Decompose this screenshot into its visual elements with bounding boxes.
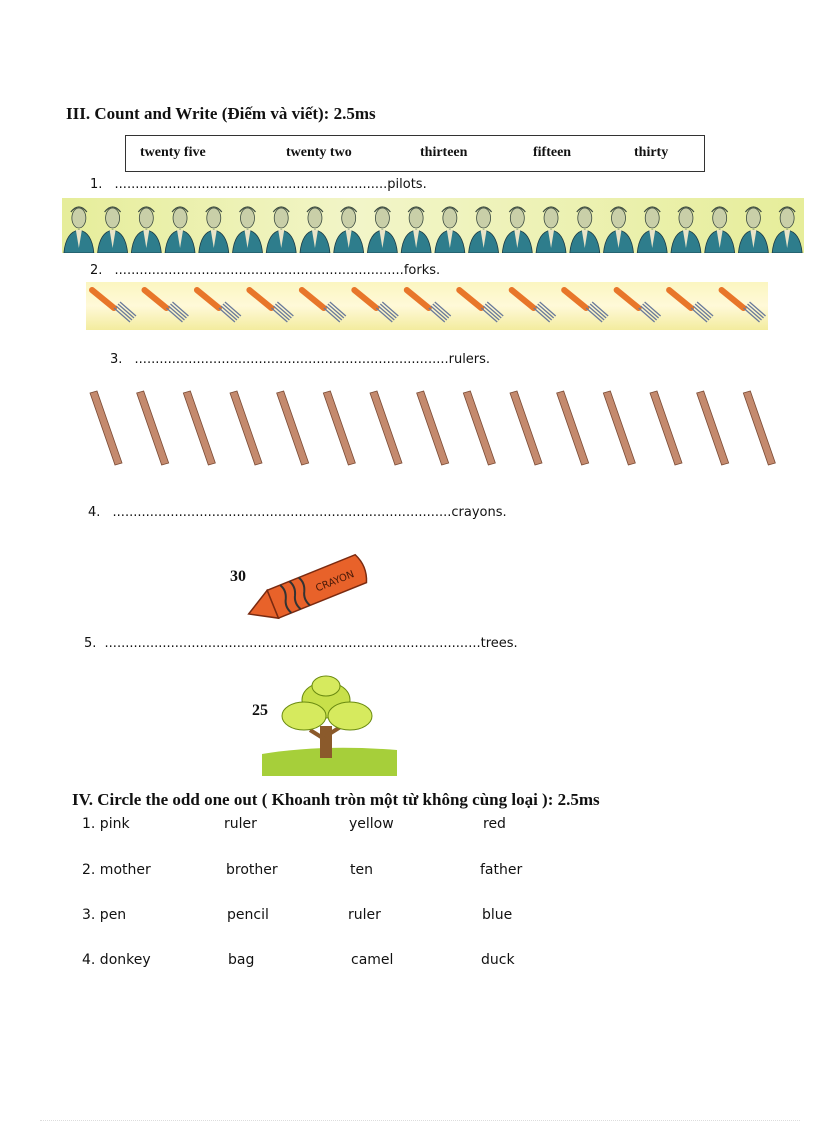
pilot-figure xyxy=(266,207,296,253)
tree-icon xyxy=(262,674,397,776)
option-word[interactable]: ruler xyxy=(348,907,381,923)
pilot-figure xyxy=(772,207,802,253)
pilot-figure xyxy=(401,207,431,253)
question-1 xyxy=(90,177,427,192)
option-word[interactable]: 3. pen xyxy=(82,907,127,923)
pilot-figure xyxy=(637,207,667,253)
answer-blank[interactable]: ...................................................................... xyxy=(114,263,404,278)
ruler-icon xyxy=(510,391,542,465)
fork-icon xyxy=(407,290,451,322)
option-word[interactable]: 1. pink xyxy=(82,816,130,832)
fork-icon xyxy=(249,290,293,322)
option-word[interactable]: ten xyxy=(350,862,373,878)
fork-icon xyxy=(512,290,556,322)
option-word[interactable]: camel xyxy=(351,952,394,968)
crayon-count-label: 30 xyxy=(230,568,246,585)
section-3-title: Count and Write (Điếm và viết): 2.5ms xyxy=(94,104,376,123)
fork-icon xyxy=(144,290,188,322)
pilot-figure xyxy=(300,207,330,253)
word-bank-item: thirty xyxy=(634,145,669,160)
option-word[interactable]: ruler xyxy=(224,816,257,832)
ruler-icon xyxy=(417,391,449,465)
pilot-figure xyxy=(199,207,229,253)
option-word[interactable]: father xyxy=(480,862,523,878)
question-number: 3. xyxy=(110,352,123,367)
fork-icon xyxy=(722,290,766,322)
answer-blank[interactable]: .......................................................................................... xyxy=(104,636,477,651)
pilot-figure xyxy=(334,207,364,253)
question-number: 2. xyxy=(90,263,103,278)
ruler-icon xyxy=(697,391,729,465)
fork-icon xyxy=(459,290,503,322)
crayon-icon xyxy=(240,545,375,635)
question-number: 1. xyxy=(90,177,103,192)
question-word: forks. xyxy=(403,263,441,278)
question-5 xyxy=(84,636,518,651)
fork-icon xyxy=(92,290,136,322)
option-word[interactable]: blue xyxy=(482,907,513,923)
question-number: 4. xyxy=(88,505,101,520)
pilot-figure xyxy=(671,207,701,253)
option-word[interactable]: brother xyxy=(226,862,278,878)
word-bank-item: twenty five xyxy=(140,145,206,160)
pilot-figure xyxy=(233,207,263,253)
tree-count-label: 25 xyxy=(252,702,268,719)
question-2 xyxy=(90,263,440,278)
fork-icon xyxy=(669,290,713,322)
answer-blank[interactable]: .................................................................. xyxy=(114,177,388,192)
ruler-icon xyxy=(463,391,495,465)
ruler-icon xyxy=(743,391,775,465)
question-word: .trees. xyxy=(476,636,518,651)
word-bank-box xyxy=(125,135,705,172)
forks-picture-strip xyxy=(86,282,768,330)
option-word[interactable]: pencil xyxy=(227,907,269,923)
fork-icon xyxy=(197,290,241,322)
ruler-icon xyxy=(137,391,169,465)
section-3-roman: III. xyxy=(66,104,91,123)
pilot-figure xyxy=(435,207,465,253)
ruler-icon xyxy=(183,391,215,465)
rulers-picture-strip xyxy=(80,385,780,475)
pilot-figure xyxy=(64,207,94,253)
question-4 xyxy=(88,505,507,520)
ruler-icon xyxy=(603,391,635,465)
pilot-figure xyxy=(738,207,768,253)
answer-blank[interactable]: .................................................................................. xyxy=(112,505,452,520)
pilot-figure xyxy=(604,207,634,253)
pilot-figure xyxy=(131,207,161,253)
pilot-figure xyxy=(98,207,128,253)
fork-icon xyxy=(564,290,608,322)
pilot-figure xyxy=(367,207,397,253)
crayon-brand-text: CRAYON xyxy=(314,569,356,595)
ruler-icon xyxy=(277,391,309,465)
question-number: 5. xyxy=(84,636,97,651)
question-word: rulers. xyxy=(448,352,491,367)
fork-icon xyxy=(354,290,398,322)
section-3-heading xyxy=(66,104,376,124)
word-bank-item: twenty two xyxy=(286,145,352,160)
section-4-heading xyxy=(72,790,600,810)
option-word[interactable]: red xyxy=(483,816,506,832)
question-word: pilots. xyxy=(387,177,427,192)
option-word[interactable]: 2. mother xyxy=(82,862,151,878)
answer-blank[interactable]: ............................................................................ xyxy=(134,352,449,367)
ruler-icon xyxy=(323,391,355,465)
word-bank-item: fifteen xyxy=(533,145,572,160)
ruler-icon xyxy=(230,391,262,465)
pilot-figure xyxy=(502,207,532,253)
pilot-figure xyxy=(570,207,600,253)
option-word[interactable]: 4. donkey xyxy=(82,952,151,968)
question-3 xyxy=(110,352,490,367)
ruler-icon xyxy=(650,391,682,465)
pilot-figure xyxy=(536,207,566,253)
pilots-picture-strip xyxy=(62,198,804,253)
ruler-icon xyxy=(90,391,122,465)
option-word[interactable]: yellow xyxy=(349,816,394,832)
pilot-figure xyxy=(165,207,195,253)
section-4-title: Circle the odd one out ( Khoanh tròn một từ không cùng loại ): 2.5ms xyxy=(97,790,600,809)
ruler-icon xyxy=(370,391,402,465)
option-word[interactable]: bag xyxy=(228,952,255,968)
odd-one-out-row xyxy=(82,816,130,832)
word-bank-item: thirteen xyxy=(420,145,468,160)
question-word: crayons. xyxy=(451,505,507,520)
option-word[interactable]: duck xyxy=(481,952,515,968)
ruler-icon xyxy=(557,391,589,465)
section-4-roman: IV. xyxy=(72,790,93,809)
page-footer-rule xyxy=(40,1120,800,1121)
fork-icon xyxy=(302,290,346,322)
pilot-figure xyxy=(705,207,735,253)
pilot-figure xyxy=(469,207,499,253)
fork-icon xyxy=(617,290,661,322)
